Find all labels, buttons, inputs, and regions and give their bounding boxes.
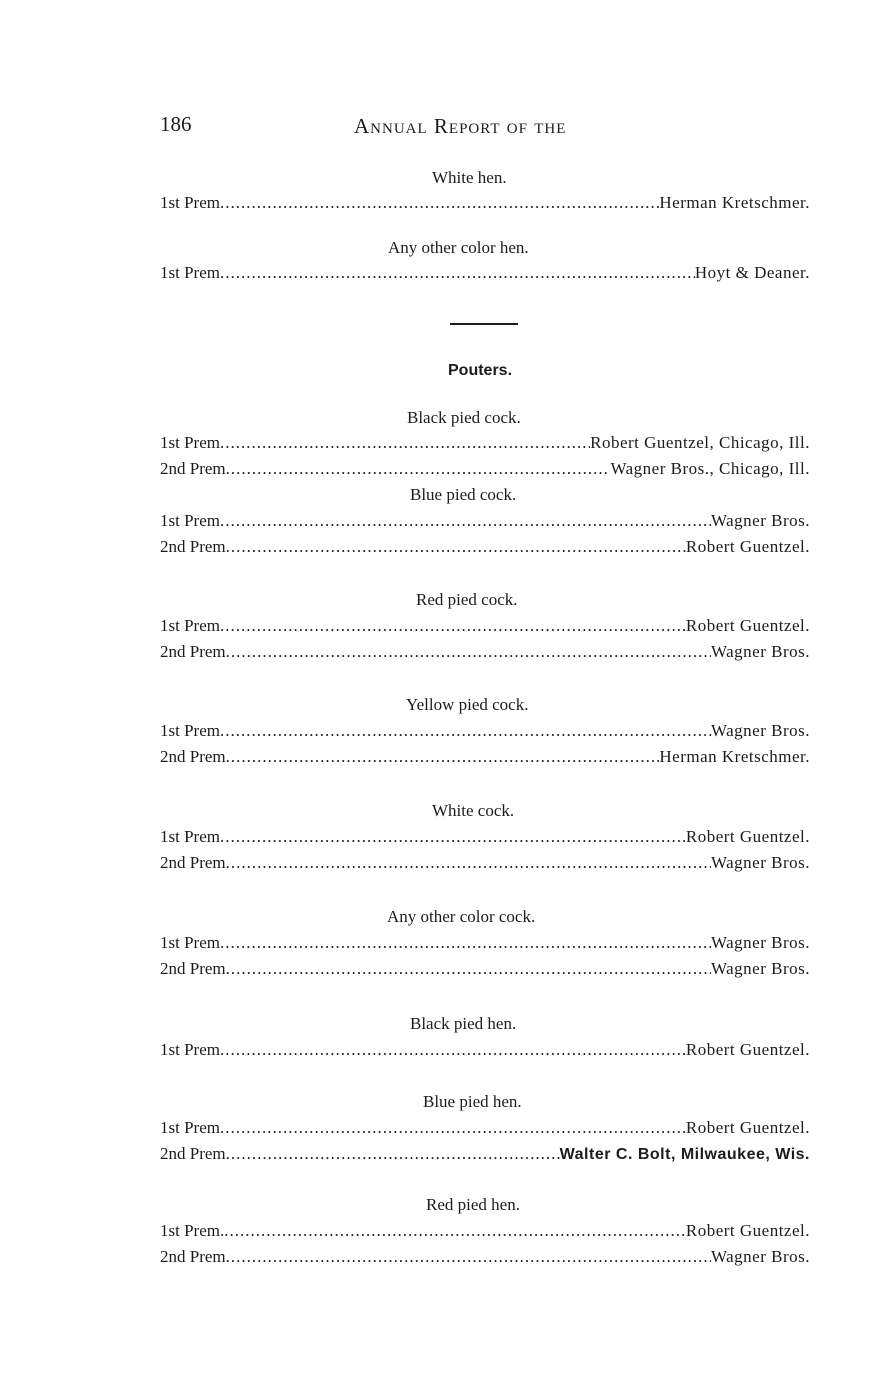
premium-row xyxy=(160,511,810,533)
premium-label: 2nd Prem xyxy=(160,537,226,556)
winner-name: Herman Kretschmer. xyxy=(659,747,810,766)
page-number: 186 xyxy=(160,112,192,136)
dot-leader xyxy=(220,933,711,953)
premium-row xyxy=(160,1144,810,1166)
group-title: Yellow pied cock. xyxy=(406,695,529,714)
premium-row xyxy=(160,616,810,638)
premium-label: 1st Prem xyxy=(160,933,220,952)
dot-leader xyxy=(220,616,686,636)
winner-name: Walter C. Bolt, Milwaukee, Wis. xyxy=(559,1146,810,1163)
winner-name: Robert Guentzel. xyxy=(685,616,810,635)
dot-leader xyxy=(224,1221,686,1241)
group-title: White hen. xyxy=(432,168,507,187)
premium-label: 1st Prem xyxy=(160,511,220,530)
winner-name: Wagner Bros. xyxy=(710,853,810,872)
winner-name: Wagner Bros. xyxy=(710,721,810,740)
premium-label: 1st Prem xyxy=(160,827,220,846)
winner-name: Wagner Bros. xyxy=(710,933,810,952)
dot-leader xyxy=(220,1040,686,1060)
group-title: Black pied cock. xyxy=(407,408,521,427)
winner-name: Wagner Bros. xyxy=(710,959,810,978)
premium-label: 1st Prem xyxy=(160,721,220,740)
premium-label: 2nd Prem xyxy=(160,1144,226,1163)
premium-row xyxy=(160,193,810,215)
premium-label: 2nd Prem xyxy=(160,1247,226,1266)
premium-row xyxy=(160,433,810,455)
dot-leader xyxy=(226,959,711,979)
group-title: Black pied hen. xyxy=(410,1014,517,1033)
dot-leader xyxy=(220,721,711,741)
winner-name: Wagner Bros. xyxy=(710,642,810,661)
premium-row xyxy=(160,747,810,769)
dot-leader xyxy=(220,433,590,453)
dot-leader xyxy=(226,853,711,873)
group-title: Any other color hen. xyxy=(388,238,529,257)
dot-leader xyxy=(220,827,686,847)
premium-row xyxy=(160,959,810,981)
section-heading: Pouters. xyxy=(448,362,513,379)
premium-label: 2nd Prem xyxy=(160,853,226,872)
winner-name: Robert Guentzel. xyxy=(685,537,810,556)
premium-row xyxy=(160,933,810,955)
group-title: Red pied hen. xyxy=(426,1195,520,1214)
premium-row xyxy=(160,1247,810,1269)
winner-name: Hoyt & Deaner. xyxy=(694,263,810,282)
premium-label: 2nd Prem xyxy=(160,747,226,766)
group-title: Red pied cock. xyxy=(416,590,518,609)
premium-row xyxy=(160,263,810,285)
dot-leader xyxy=(220,511,711,531)
premium-row xyxy=(160,721,810,743)
dot-leader xyxy=(226,642,711,662)
dot-leader xyxy=(226,537,686,557)
winner-name: Herman Kretschmer. xyxy=(659,193,810,212)
dot-leader xyxy=(220,263,695,283)
premium-label: 2nd Prem xyxy=(160,459,226,478)
premium-label: 1st Prem xyxy=(160,193,220,212)
winner-name: Wagner Bros. xyxy=(710,511,810,530)
running-head: Annual Report of the xyxy=(354,114,567,138)
premium-label: 1st Prem xyxy=(160,1118,220,1137)
dot-leader xyxy=(226,459,611,479)
winner-name: Wagner Bros. xyxy=(710,1247,810,1266)
group-title: White cock. xyxy=(432,801,515,820)
premium-row xyxy=(160,1118,810,1140)
premium-row xyxy=(160,537,810,559)
premium-row xyxy=(160,459,810,481)
winner-name: Robert Guentzel. xyxy=(685,827,810,846)
premium-label: 1st Prem. xyxy=(160,1221,225,1240)
premium-label: 1st Prem xyxy=(160,616,220,635)
dot-leader xyxy=(226,747,660,767)
premium-label: 2nd Prem xyxy=(160,959,226,978)
section-divider xyxy=(450,323,518,325)
winner-name: Robert Guentzel. xyxy=(685,1118,810,1137)
group-title: Any other color cock. xyxy=(387,907,536,926)
premium-row xyxy=(160,827,810,849)
premium-row xyxy=(160,642,810,664)
dot-leader xyxy=(226,1144,560,1164)
dot-leader xyxy=(220,193,659,213)
premium-row xyxy=(160,1040,810,1062)
premium-label: 1st Prem xyxy=(160,1040,220,1059)
dot-leader xyxy=(226,1247,711,1267)
group-title: Blue pied hen. xyxy=(423,1092,522,1111)
group-title: Blue pied cock. xyxy=(410,485,517,504)
premium-row xyxy=(160,853,810,875)
winner-name: Robert Guentzel. xyxy=(685,1221,810,1240)
premium-label: 2nd Prem xyxy=(160,642,226,661)
winner-name: Robert Guentzel. xyxy=(685,1040,810,1059)
premium-row xyxy=(160,1221,810,1243)
premium-label: 1st Prem xyxy=(160,433,220,452)
winner-name: Wagner Bros., Chicago, Ill. xyxy=(610,459,810,478)
winner-name: Robert Guentzel, Chicago, Ill. xyxy=(590,433,810,452)
dot-leader xyxy=(220,1118,686,1138)
premium-label: 1st Prem xyxy=(160,263,220,282)
